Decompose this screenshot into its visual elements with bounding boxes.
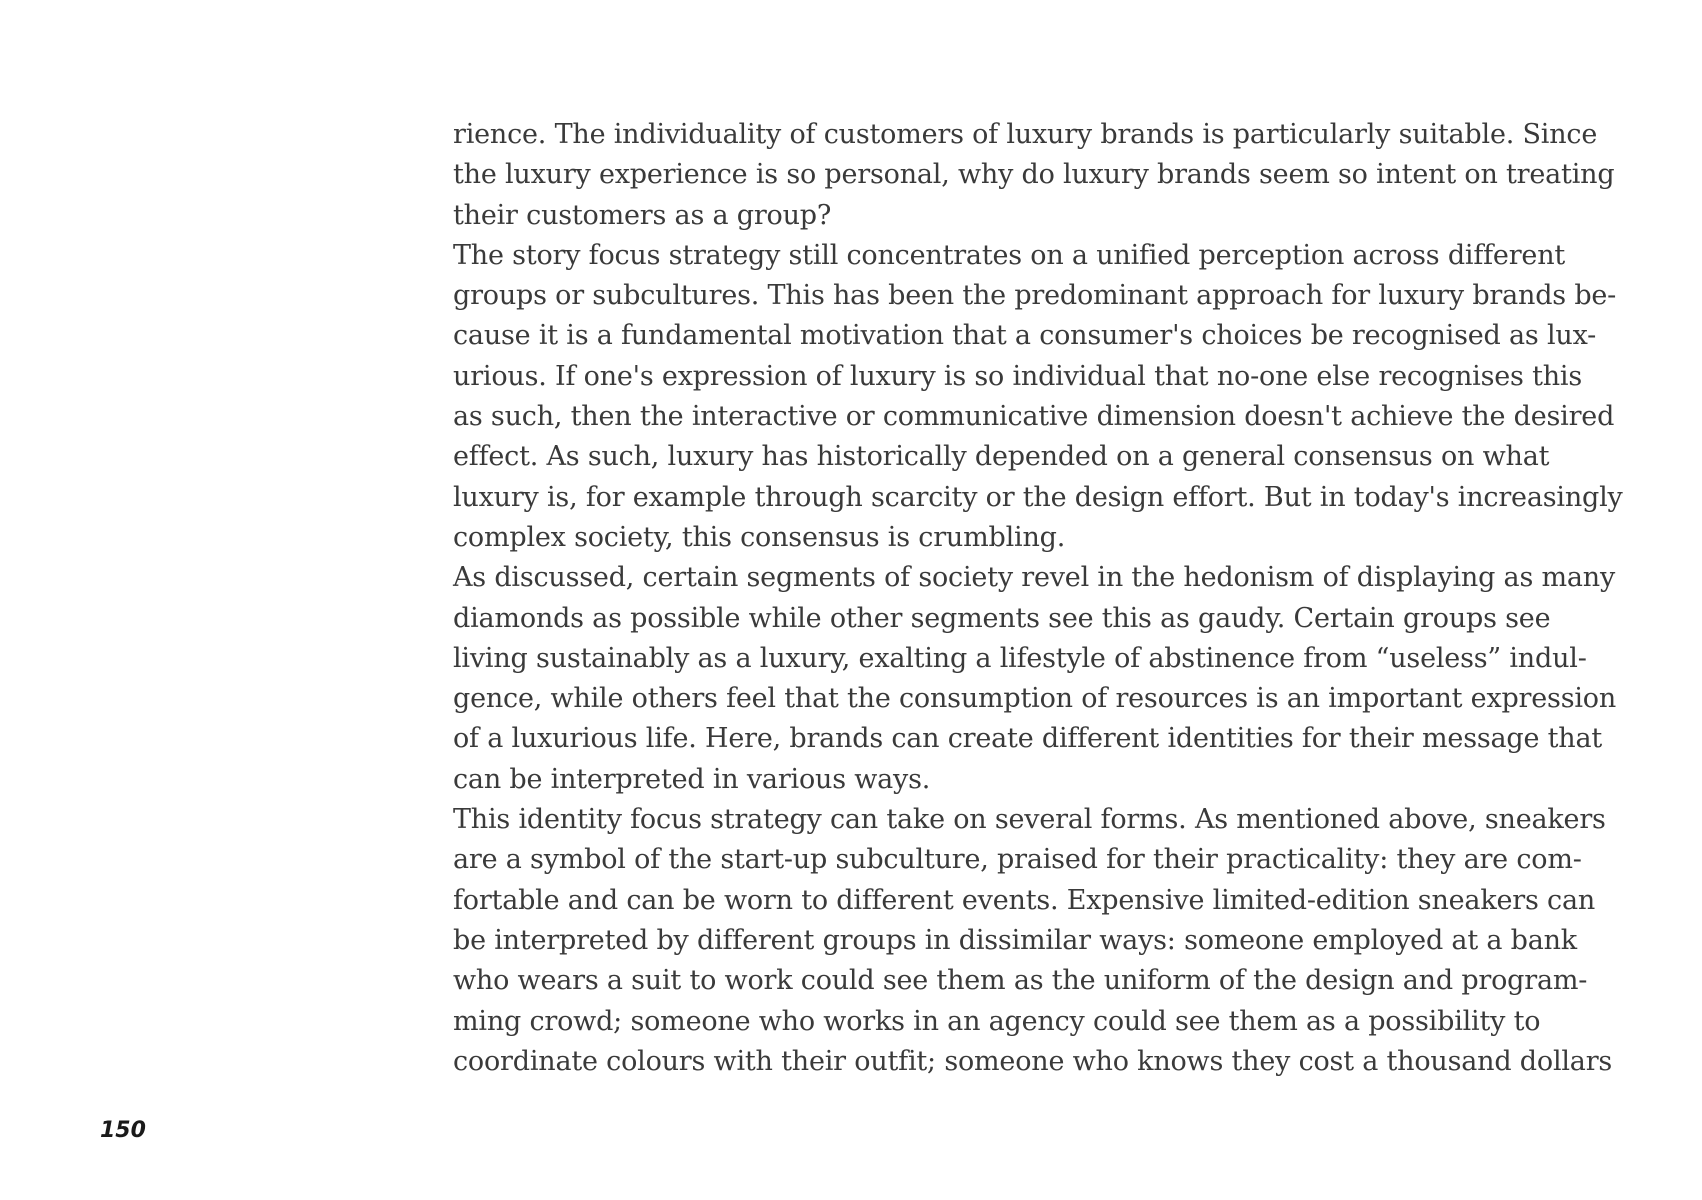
text-line: as such, then the interactive or communicative dimension doesn't achieve the desired [453,401,1615,433]
text-line: groups or subcultures. This has been the predominant approach for luxury brands be- [453,280,1617,312]
text-line: effect. As such, luxury has historically depended on a general consensus on what [453,441,1550,473]
text-line: coordinate colours with their outfit; someone who knows they cost a thousand dollars [453,1045,1613,1077]
body-text [453,115,1623,1082]
text-line: rience. The individuality of customers of luxury brands is particularly suitable. Since [453,119,1598,150]
text-line: be interpreted by different groups in dissimilar ways: someone employed at a bank [453,924,1577,956]
text-line: their customers as a group? [453,199,832,231]
text-line: fortable and can be worn to different events. Expensive limited-edition sneakers can [453,884,1596,916]
text-line: The story focus strategy still concentrates on a unified perception across different [453,239,1566,271]
text-line: who wears a suit to work could see them as the uniform of the design and program- [453,965,1588,997]
text-line: of a luxurious life. Here, brands can create different identities for their message that [453,723,1603,755]
text-line: diamonds as possible while other segments see this as gaudy. Certain groups see [453,602,1551,634]
text-line: can be interpreted in various ways. [453,763,931,795]
text-line: cause it is a fundamental motivation that a consumer's choices be recognised as lux- [453,320,1597,352]
text-line: urious. If one's expression of luxury is so individual that no-one else recognises this [453,360,1583,392]
text-line: are a symbol of the start-up subculture, praised for their practicality: they are com- [453,844,1582,876]
text-line: living sustainably as a luxury, exalting a lifestyle of abstinence from “useless” indul- [453,642,1587,674]
text-line: luxury is, for example through scarcity or the design effort. But in today's increasingly [453,481,1623,513]
text-line: gence, while others feel that the consumption of resources is an important expression [453,683,1617,715]
page-number: 150 [100,1118,146,1143]
text-line: As discussed, certain segments of society revel in the hedonism of displaying as many [453,562,1616,594]
text-line: complex society, this consensus is crumbling. [453,521,1066,553]
text-line: This identity focus strategy can take on several forms. As mentioned above, sneakers [453,804,1606,836]
text-line: the luxury experience is so personal, why do luxury brands seem so intent on treating [453,159,1615,191]
text-line: ming crowd; someone who works in an agency could see them as a possibility to [453,1005,1541,1037]
